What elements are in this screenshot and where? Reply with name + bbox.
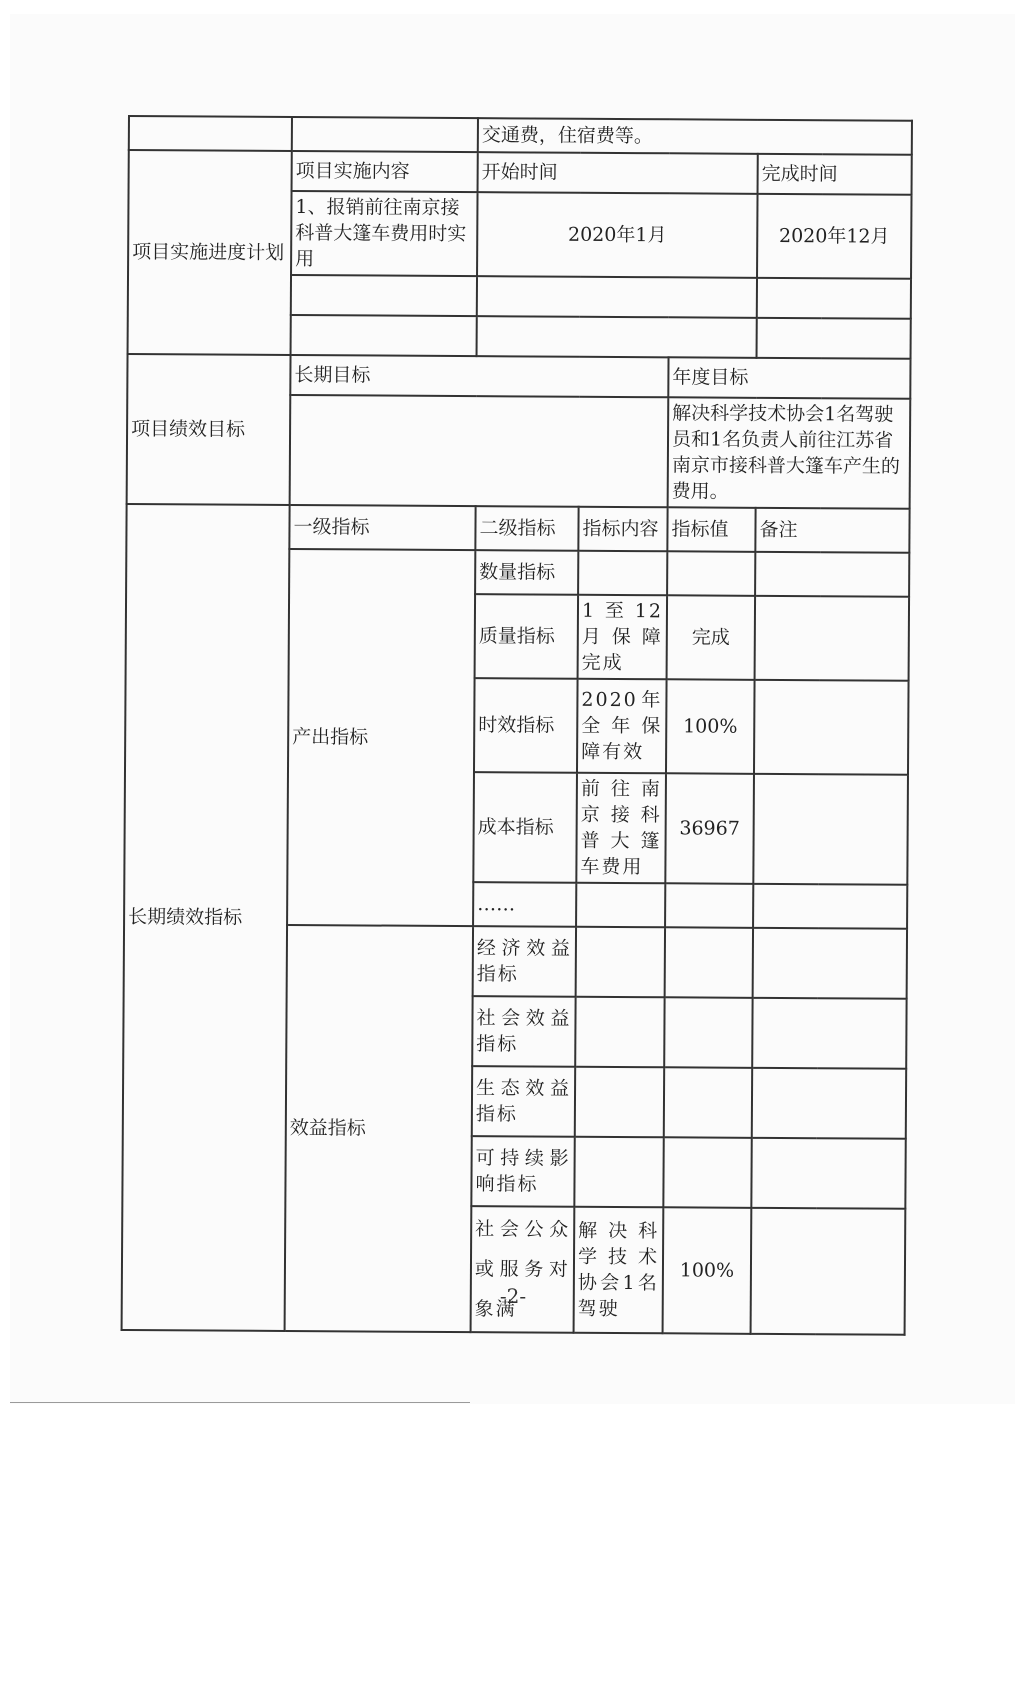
- indicators-header-value: 指标值: [667, 507, 755, 552]
- indicators-header-remark: 备注: [755, 508, 909, 553]
- goals-annual-value: 解决科学技术协会1名驾驶员和1名负责人前往江苏省南京市接科普大篷车产生的费用。: [668, 397, 911, 508]
- schedule-header-start: 开始时间: [478, 152, 758, 194]
- benefit-row-name: 社会公众或服务对象满: [471, 1206, 575, 1333]
- output-row-content: [578, 551, 667, 596]
- benefit-row-name: 经济效益指标: [473, 926, 576, 997]
- benefit-row-name: 可持续影响指标: [471, 1136, 574, 1207]
- output-row-name: 数量指标: [475, 550, 578, 595]
- output-row-name: 质量指标: [475, 594, 579, 679]
- benefit-row-remark: [752, 1068, 906, 1139]
- indicators-label: 长期绩效指标: [122, 504, 290, 1331]
- benefit-row-content: 解决科学技术协会1名驾驶: [574, 1207, 664, 1334]
- goals-long-term-value: [290, 395, 669, 507]
- output-row-name: 成本指标: [473, 772, 577, 883]
- indicators-header-level2: 二级指标: [475, 506, 578, 551]
- benefit-row-content: [575, 997, 664, 1068]
- schedule-item-end: 2020年12月: [757, 194, 912, 279]
- benefit-row-remark: [752, 998, 906, 1069]
- benefit-label: 效益指标: [285, 925, 473, 1332]
- output-row-remark: [754, 680, 909, 775]
- benefit-row-remark: [751, 1208, 906, 1335]
- benefit-row-value: [664, 997, 752, 1068]
- benefit-row-value: [664, 1067, 752, 1138]
- benefit-row-value: [663, 1137, 751, 1208]
- output-row-remark: [753, 884, 907, 929]
- benefit-row-remark: [751, 1138, 905, 1209]
- output-row-content: 1至12月保障完成: [578, 595, 668, 680]
- schedule-item-content: 1、报销前往南京接科普大篷车费用时实用: [291, 191, 478, 276]
- benefit-row-content: [574, 1137, 663, 1208]
- benefit-row-remark: [753, 928, 907, 999]
- output-row-content: 前往南京接科普大篷车费用: [576, 773, 666, 884]
- benefit-row-value: 100%: [663, 1207, 752, 1334]
- funds-detail: 交通费，住宿费等。: [478, 118, 912, 155]
- scan-edge-line: [10, 1402, 470, 1403]
- benefit-row-value: [665, 927, 753, 998]
- output-row-remark: [755, 596, 910, 681]
- benefit-row-content: [575, 1067, 664, 1138]
- goals-long-term-label: 长期目标: [290, 355, 668, 397]
- output-row-value: [667, 551, 755, 596]
- schedule-empty-content: [291, 315, 477, 356]
- indicators-header-content: 指标内容: [578, 507, 667, 552]
- output-row-name: 时效指标: [474, 678, 578, 773]
- schedule-empty-content: [291, 275, 477, 316]
- page-number: -2-: [499, 1284, 527, 1308]
- output-row-name: ……: [473, 882, 576, 927]
- performance-form-table: [121, 115, 913, 1336]
- cell-empty-label: [129, 116, 292, 151]
- schedule-empty-end: [757, 318, 911, 359]
- goals-annual-label: 年度目标: [668, 357, 910, 398]
- benefit-row-name: 社会效益指标: [472, 996, 575, 1067]
- schedule-header-end: 完成时间: [758, 154, 912, 195]
- output-row-content: [576, 883, 665, 928]
- output-row-value: 100%: [666, 679, 755, 774]
- schedule-item-start: 2020年1月: [477, 192, 758, 278]
- benefit-row-content: [576, 927, 665, 998]
- output-row-remark: [753, 774, 908, 885]
- output-label: 产出指标: [287, 549, 475, 926]
- schedule-empty-start: [477, 316, 757, 358]
- output-row-value: [665, 883, 753, 928]
- goals-label: 项目绩效目标: [127, 354, 291, 505]
- schedule-header-content: 项目实施内容: [292, 151, 478, 192]
- output-row-value: 完成: [667, 595, 756, 680]
- benefit-row-name: 生态效益指标: [472, 1066, 575, 1137]
- output-row-remark: [755, 552, 909, 597]
- schedule-empty-start: [477, 276, 757, 318]
- output-row-content: 2020年全年保障有效: [577, 679, 667, 774]
- output-row-value: 36967: [665, 773, 754, 884]
- indicators-header-level1: 一级指标: [289, 505, 475, 550]
- cell-empty-sub: [292, 117, 478, 152]
- schedule-empty-end: [757, 278, 911, 319]
- schedule-label: 项目实施进度计划: [128, 150, 292, 355]
